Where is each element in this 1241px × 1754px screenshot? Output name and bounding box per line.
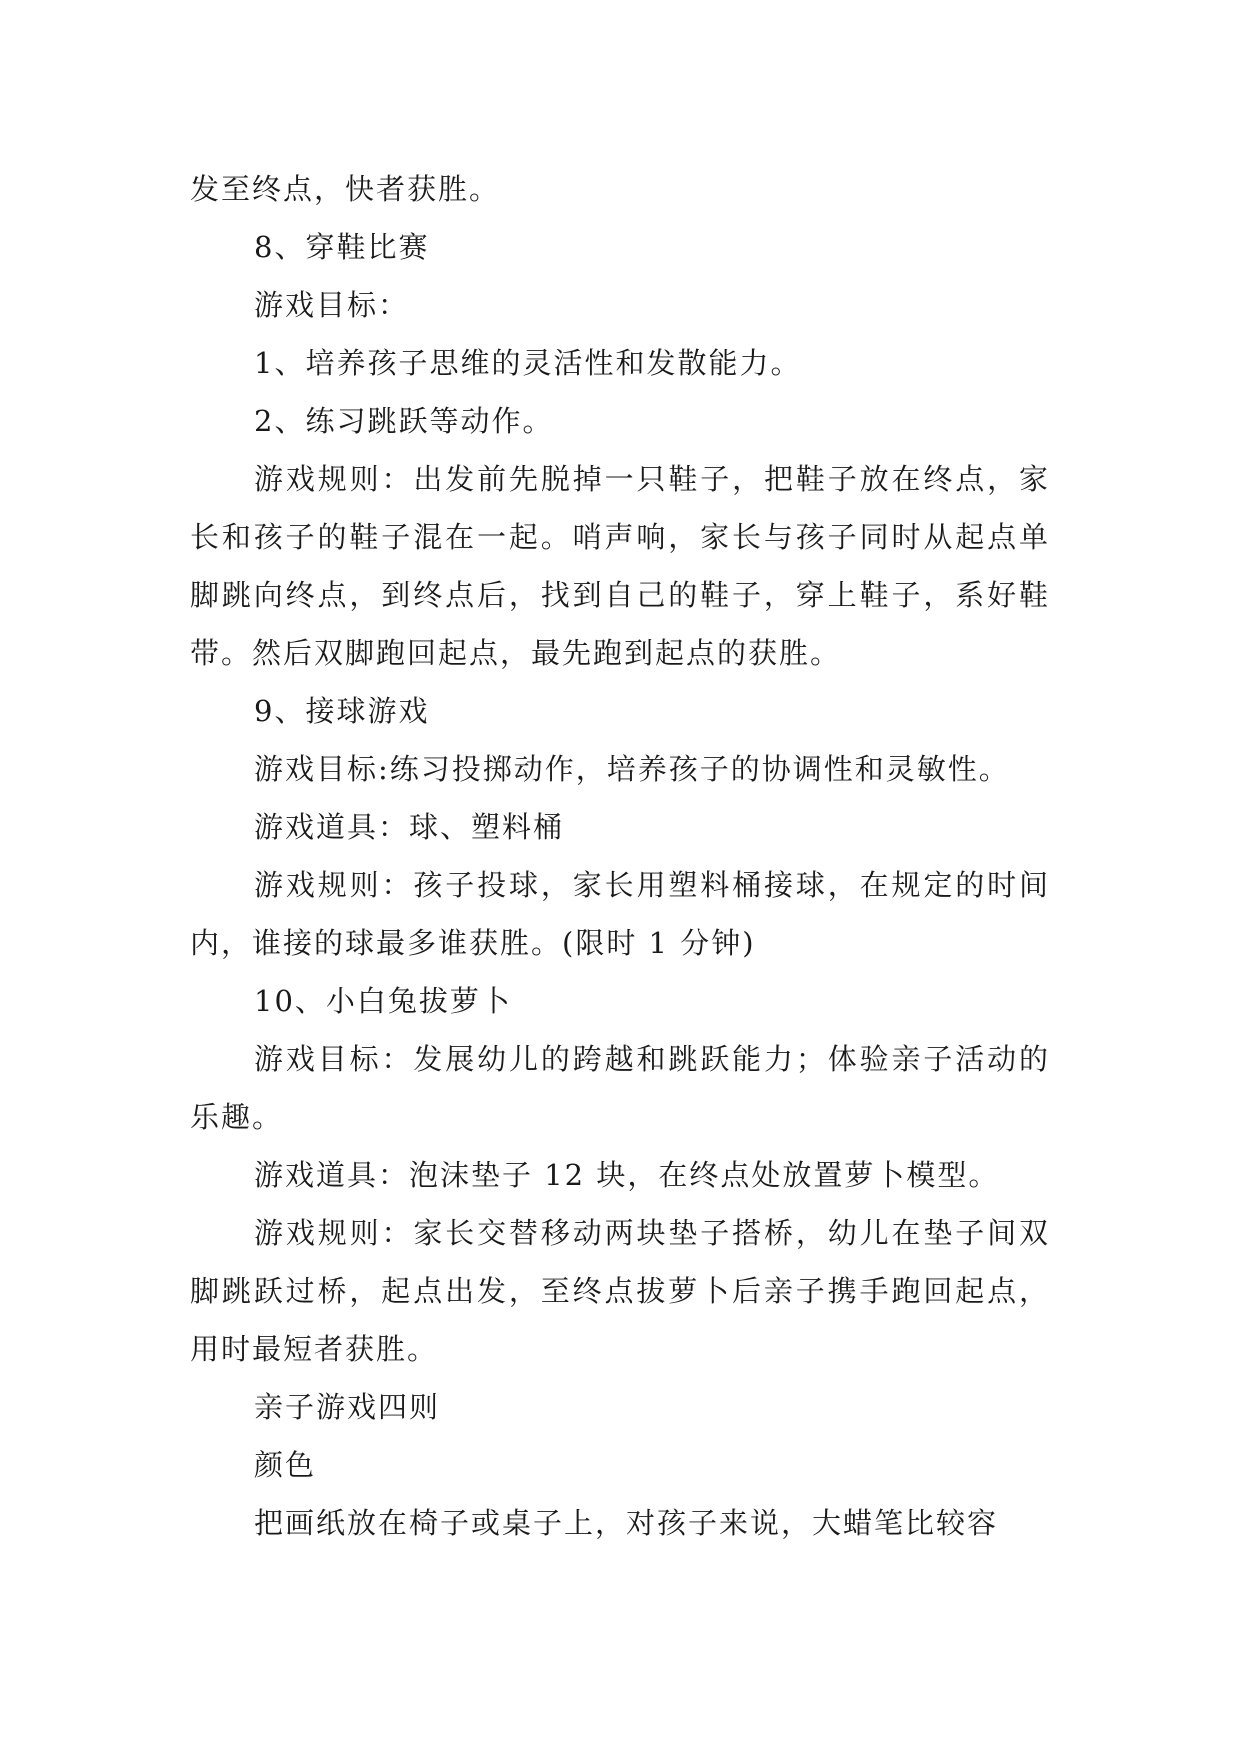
section-heading-9: 9、接球游戏 [254,694,430,728]
paragraph-color-intro: 把画纸放在椅子或桌子上，对孩子来说，大蜡笔比较容 [254,1506,999,1540]
paragraph-goal-label: 游戏目标： [254,288,410,322]
paragraph-continuation: 发至终点，快者获胜。 [190,172,501,206]
subsection-heading-color: 颜色 [254,1448,317,1482]
document-body [190,160,1050,1552]
list-item-goal-1: 1、培养孩子思维的灵活性和发散能力。 [254,346,802,380]
paragraph-rules-9: 游戏规则：孩子投球，家长用塑料桶接球，在规定的时间内，谁接的球最多谁获胜。(限时 1 分钟) [190,868,1050,960]
section-heading-four-games: 亲子游戏四则 [254,1390,441,1424]
paragraph-props-10: 游戏道具：泡沫垫子 12 块，在终点处放置萝卜模型。 [254,1158,1000,1192]
paragraph-goal-9: 游戏目标:练习投掷动作，培养孩子的协调性和灵敏性。 [254,752,1010,786]
paragraph-rules-10: 游戏规则：家长交替移动两块垫子搭桥，幼儿在垫子间双脚跳跃过桥，起点出发，至终点拔萝卜后亲子携手跑回起点，用时最短者获胜。 [190,1216,1050,1366]
list-item-goal-2: 2、练习跳跃等动作。 [254,404,554,438]
section-heading-8: 8、穿鞋比赛 [254,230,430,264]
paragraph-rules-8: 游戏规则：出发前先脱掉一只鞋子，把鞋子放在终点，家长和孩子的鞋子混在一起。哨声响，家长与孩子同时从起点单脚跳向终点，到终点后，找到自己的鞋子，穿上鞋子，系好鞋带。然后双脚跑回起点，最先跑到起点的获胜。 [190,462,1050,670]
section-heading-10: 10、小白兔拔萝卜 [254,984,512,1018]
paragraph-props-9: 游戏道具：球、塑料桶 [254,810,565,844]
paragraph-goal-10: 游戏目标：发展幼儿的跨越和跳跃能力；体验亲子活动的乐趣。 [190,1042,1050,1134]
